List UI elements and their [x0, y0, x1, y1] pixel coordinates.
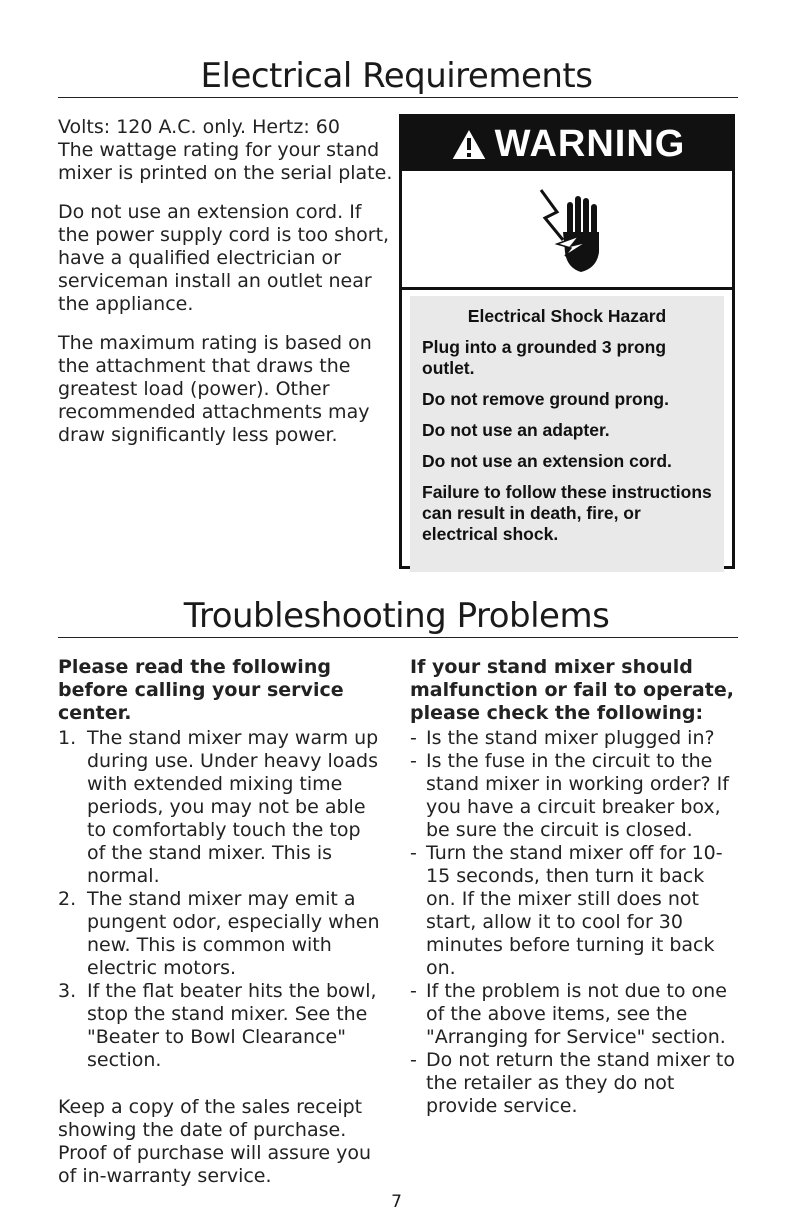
warning-line: Do not use an adapter.: [422, 420, 610, 440]
item-text: Is the fuse in the circuit to the stand mixer in working order? If you have a circuit breaker box, be sure the circuit is closed.: [426, 750, 729, 841]
item-number: 3.: [58, 980, 77, 1002]
item-text: If the flat beater hits the bowl, stop the stand mixer. See the "Beater to Bowl Clearance" section.: [87, 980, 377, 1071]
electrical-paragraph: Volts: 120 A.C. only. Hertz: 60 The wattage rating for your stand mixer is printed on the serial plate.: [58, 116, 393, 184]
list-item: - Do not return the stand mixer to the retailer as they do not provide service.: [410, 1049, 736, 1117]
troubleshooting-left-column: [58, 656, 380, 1188]
electrical-paragraph: Do not use an extension cord. If the power supply cord is too short, have a qualified electrician or serviceman install an outlet near the appliance.: [58, 201, 390, 315]
electrical-paragraph: The maximum rating is based on the attachment that draws the greatest load (power). Other recommended attachments may draw significantly less power.: [58, 332, 372, 446]
warning-triangle-icon: [449, 126, 489, 162]
warning-messages: [410, 296, 724, 572]
item-text: Is the stand mixer plugged in?: [426, 727, 715, 749]
hazard-title: Electrical Shock Hazard: [467, 306, 667, 326]
warning-header-text: WARNING: [494, 122, 686, 165]
warning-line: Do not remove ground prong.: [422, 389, 669, 409]
troubleshooting-right-column: [410, 656, 738, 1118]
warning-line: Plug into a grounded 3 prong outlet.: [422, 337, 667, 378]
warning-line: Failure to follow these instructions can result in death, fire, or electrical shock.: [422, 482, 712, 544]
warning-header: [402, 117, 732, 171]
list-item: [58, 727, 380, 888]
item-text: The stand mixer may emit a pungent odor, especially when new. This is common with electric motors.: [87, 888, 380, 979]
item-text: If the problem is not due to one of the above items, see the "Arranging for Service" section.: [426, 980, 727, 1048]
title-rule: [58, 637, 738, 638]
list-item: - Turn the stand mixer off for 10-15 seconds, then turn it back on. If the mixer still does not start, allow it to cool for 30 minutes before turning it back on.: [410, 842, 723, 979]
left-lead: Please read the following before calling your service center.: [58, 656, 344, 724]
electrical-shock-hand-icon: [402, 171, 732, 290]
item-text: The stand mixer may warm up during use. Under heavy loads with extended mixing time periods, you may not be able to comfortably touch the top of the stand mixer. This is normal.: [87, 727, 379, 887]
list-item: [58, 888, 380, 980]
list-item: - Is the stand mixer plugged in?: [410, 727, 715, 749]
section-title-electrical: Electrical Requirements: [200, 56, 593, 96]
electrical-text-column: [58, 116, 393, 463]
title-rule: [58, 97, 738, 98]
warning-line: Do not use an extension cord.: [422, 451, 672, 471]
right-lead: If your stand mixer should malfunction or fail to operate, please check the following:: [410, 656, 734, 724]
numbered-list: [58, 727, 380, 1072]
item-number: 2.: [58, 888, 77, 910]
list-item: - Is the fuse in the circuit to the stand mixer in working order? If you have a circuit breaker box, be sure the circuit is closed.: [410, 750, 729, 841]
check-list: [410, 727, 738, 1118]
item-text: Turn the stand mixer off for 10-15 seconds, then turn it back on. If the mixer still does not start, allow it to cool for 30 minutes before turning it back on.: [426, 842, 723, 979]
receipt-note: Keep a copy of the sales receipt showing the date of purchase. Proof of purchase will assure you of in-warranty service.: [58, 1096, 372, 1187]
item-number: 1.: [58, 727, 77, 749]
list-item: - If the problem is not due to one of the above items, see the "Arranging for Service" section.: [410, 980, 727, 1048]
page-number: 7: [391, 1192, 402, 1212]
item-text: Do not return the stand mixer to the retailer as they do not provide service.: [426, 1049, 736, 1117]
section-title-troubleshooting: Troubleshooting Problems: [183, 596, 610, 636]
warning-box: [399, 114, 735, 569]
list-item: [58, 980, 380, 1072]
